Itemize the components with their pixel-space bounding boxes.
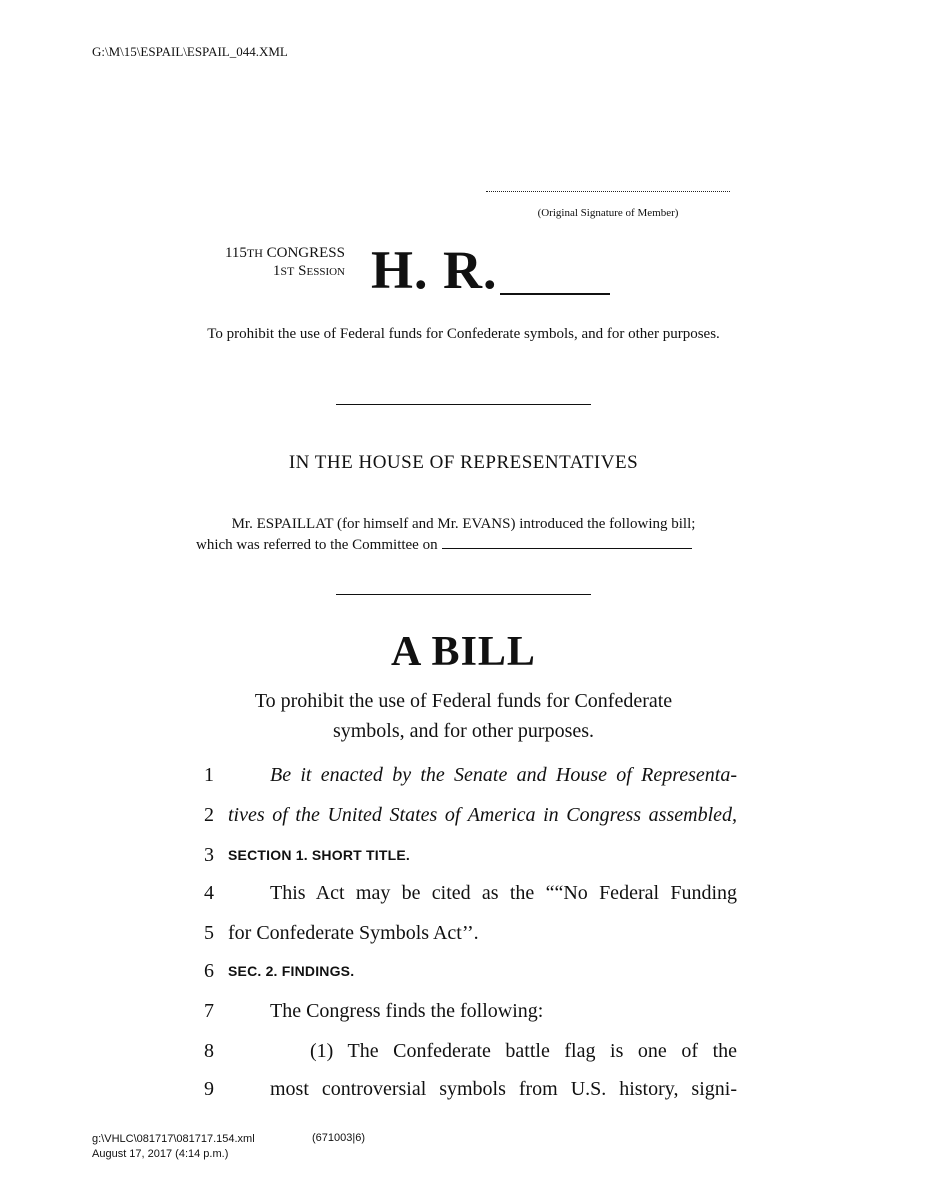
bill-line [200, 956, 737, 986]
long-title [200, 686, 727, 746]
line-number: 2 [204, 804, 214, 826]
footer-code: (671003|6) [312, 1132, 366, 1144]
introduction-text [196, 514, 731, 556]
line-number: 7 [204, 1000, 214, 1022]
bill-line [200, 840, 737, 870]
bill-line [200, 800, 737, 830]
divider-rule [336, 594, 591, 595]
line-text: The Congress finds the following: [270, 1000, 544, 1022]
introduction-line-1: Mr. ESPAILLAT (for himself and Mr. EVANS) introduced the following bill; [231, 516, 696, 532]
line-number: 3 [204, 844, 214, 866]
congress-session-block [170, 244, 345, 280]
line-text: This Act may be cited as the ““No Federal Funding [270, 882, 737, 904]
session-number-suffix: ST [280, 264, 295, 278]
congress-label: CONGRESS [266, 245, 345, 261]
long-title-line-1: To prohibit the use of Federal funds for Confederate [254, 690, 673, 712]
congress-line [170, 244, 345, 262]
line-number: 5 [204, 922, 214, 944]
session-line [170, 262, 345, 280]
congress-number: 115 [224, 245, 247, 261]
bill-line [200, 878, 737, 908]
committee-blank [442, 536, 692, 549]
footer-file-info [92, 1132, 255, 1162]
bill-number-blank [500, 293, 610, 295]
long-title-line-2: symbols, and for other purposes. [332, 720, 595, 742]
footer-file: g:\VHLC\081717\081717.154.xml [92, 1133, 255, 1145]
line-text: most controversial symbols from U.S. history, signi- [270, 1078, 737, 1100]
divider-rule [336, 404, 591, 405]
line-text: Be it enacted by the Senate and House of Representa- [270, 764, 737, 786]
section-heading: SECTION 1. SHORT TITLE. [228, 847, 410, 863]
house-heading: IN THE HOUSE OF REPRESENTATIVES [288, 452, 639, 473]
footer-timestamp: August 17, 2017 (4:14 p.m.) [92, 1148, 229, 1160]
line-text: tives of the United States of America in Congress assembled, [228, 804, 737, 826]
section-heading: SEC. 2. FINDINGS. [228, 963, 355, 979]
short-description: To prohibit the use of Federal funds for Confederate symbols, and for other purposes. [207, 326, 720, 342]
session-label: Session [298, 263, 345, 279]
bill-line [200, 918, 737, 948]
bill-line [200, 996, 737, 1026]
bill-heading: A BILL [391, 629, 536, 675]
signature-line [486, 183, 730, 192]
file-path: G:\M\15\ESPAIL\ESPAIL_044.XML [92, 44, 288, 59]
session-number: 1 [272, 263, 281, 279]
line-number: 9 [204, 1078, 214, 1100]
line-number: 1 [204, 764, 214, 786]
bill-line [200, 760, 737, 790]
congress-number-suffix: TH [246, 246, 263, 260]
line-number: 6 [204, 960, 214, 982]
line-text: for Confederate Symbols Act’’. [228, 922, 479, 944]
bill-line [200, 1036, 737, 1066]
line-text: (1) The Confederate battle flag is one of the [310, 1040, 737, 1062]
line-number: 4 [204, 882, 214, 904]
signature-caption: (Original Signature of Member) [537, 207, 679, 219]
introduction-line-2: which was referred to the Committee on [196, 537, 438, 553]
bill-line [200, 1074, 737, 1104]
bill-number-label: H. R. [371, 240, 498, 300]
line-number: 8 [204, 1040, 214, 1062]
